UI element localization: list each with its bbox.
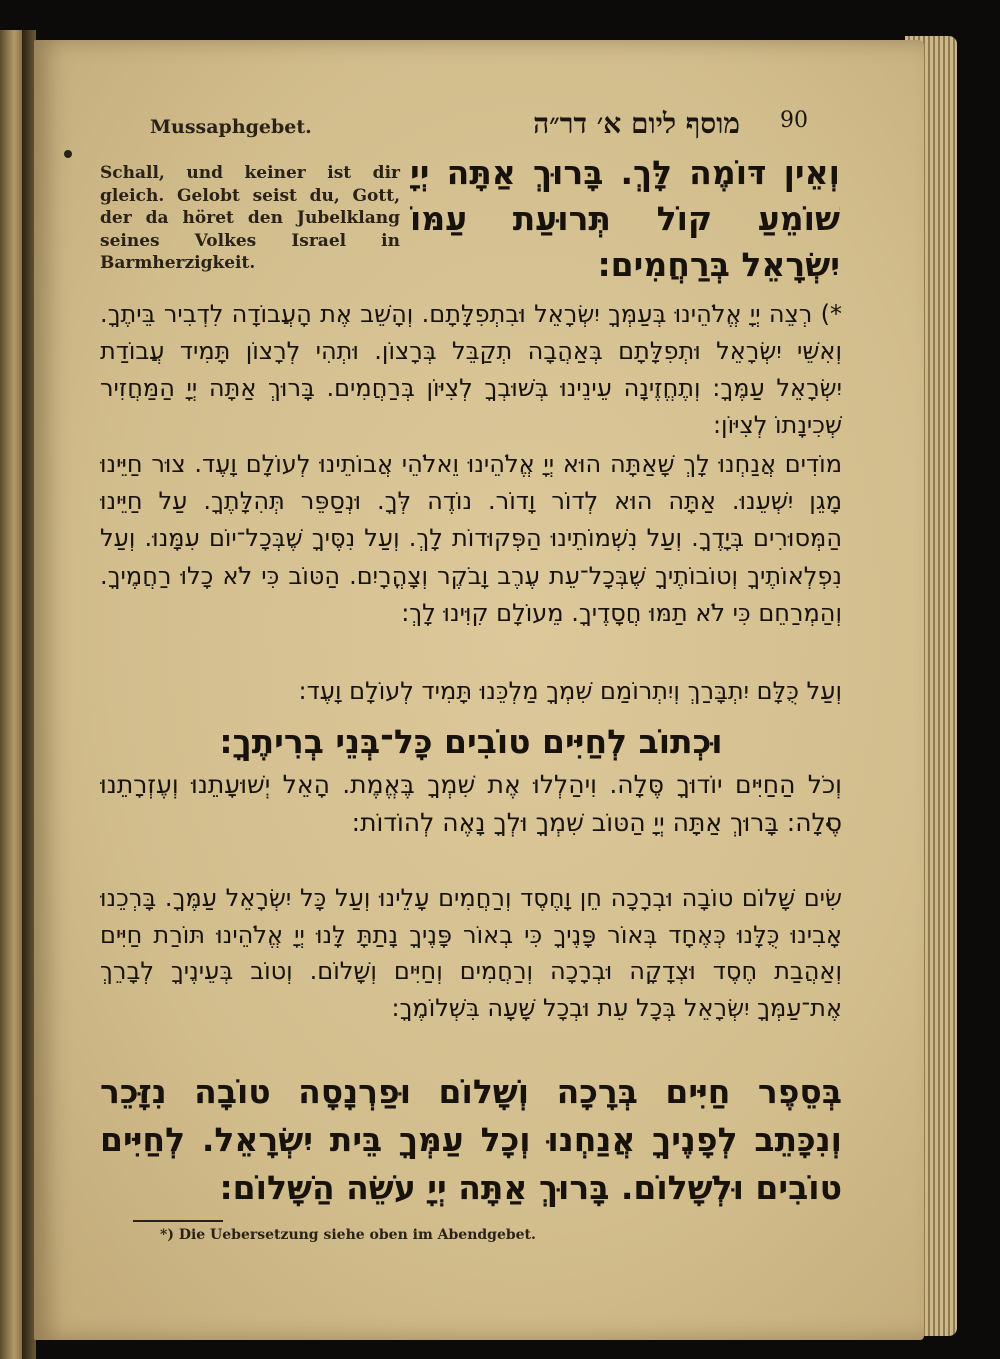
footnote: *) Die Uebersetzung siehe oben im Abendgebet. — [160, 1227, 536, 1243]
hebrew-veal-kulam-line: וְעַל כֻּלָּם יִתְבָּרַךְ וְיִתְרוֹמַם שִׁמְךָ מַלְכֵּנוּ תָּמִיד לְעוֹלָם וָעֶד: — [298, 677, 842, 705]
hebrew-uchtov-line: וּכְתוֹב לְחַיִּים טוֹבִים כָּל־בְּנֵי בְרִיתֶךָ: — [219, 722, 723, 761]
hebrew-top-blessing: וְאֵין דּוֹמֶה לָּךְ. בָּרוּךְ אַתָּה יְיָ שׁוֹמֵעַ קוֹל תְּרוּעַת עַמּוֹ יִשְׂרָאֵל בְּרַחֲמִים: — [410, 153, 840, 284]
german-translation: Schall, und keiner ist dir gleich. Gelobt seist du, Gott, der da höret den Jubelklang seines Volkes Israel in Barmherzigkeit. — [100, 163, 400, 273]
running-header-hebrew: מוסף ליום א׳ דר״ה — [533, 107, 740, 140]
ink-spot — [64, 150, 72, 158]
hebrew-modim-paragraph: מוֹדִים אֲנַחְנוּ לָךְ שָׁאַתָּה הוּא יְיָ אֱלֹהֵינוּ וֵאלֹהֵי אֲבוֹתֵינוּ לְעוֹלָם וָעֶד. צוּר חַיֵּינוּ מָגֵן יִשְׁעֵנוּ. אַתָּה הוּא לְדוֹר וָדוֹר. נוֹדֶה לְּךָ. וּנְסַפֵּר תְּהִלָּתֶךָ. עַל חַיֵּינוּ הַמְּסוּרִים בְּיָדֶךָ. וְעַל נִשְׁמוֹתֵינוּ הַפְּקוּדוֹת לָךְ. וְעַל נִסֶּיךָ שֶׁבְּכָל־יוֹם עִמָּנוּ. וְעַל נִפְלְאוֹתֶיךָ וְטוֹבוֹתֶיךָ שֶׁבְּכָל־עֵת עֶרֶב וָבֹקֶר וְצָהֳרָיִם. הַטּוֹב כִּי לֹא כָלוּ רַחֲמֶיךָ. וְהַמְרַחֵם כִּי לֹא תַמּוּ חֲסָדֶיךָ. מֵעוֹלָם קִוִּינוּ לָךְ: — [100, 450, 842, 627]
hebrew-besefer-paragraph: בְּסֵפֶר חַיִּים בְּרָכָה וְשָׁלוֹם וּפַרְנָסָה טוֹבָה נִזָּכֵר וְנִכָּתֵב לְפָנֶיךָ אֲנַחְנוּ וְכָל עַמְּךָ בֵּית יִשְׂרָאֵל. לְחַיִּים טוֹבִים וּלְשָׁלוֹם. בָּרוּךְ אַתָּה יְיָ עֹשֵׂה הַשָּׁלוֹם: — [100, 1072, 842, 1207]
running-header-german: Mussaphgebet. — [150, 116, 312, 138]
hebrew-sim-shalom-paragraph: שִׂים שָׁלוֹם טוֹבָה וּבְרָכָה חֵן וָחֶסֶד וְרַחֲמִים עָלֵינוּ וְעַל כָּל יִשְׂרָאֵל עַמֶּךָ. בָּרְכֵנוּ אָבִינוּ כֻּלָּנוּ כְּאֶחָד בְּאוֹר פָּנֶיךָ כִּי בְאוֹר פָּנֶיךָ נָתַתָּ לָּנוּ יְיָ אֱלֹהֵינוּ תּוֹרַת חַיִּים וְאַהֲבַת חֶסֶד וּצְדָקָה וּבְרָכָה וְרַחֲמִים וְחַיִּים וְשָׁלוֹם. וְטוֹב בְּעֵינֶיךָ לְבָרֵךְ אֶת־עַמְּךָ יִשְׂרָאֵל בְּכָל עֵת וּבְכָל שָׁעָה בִּשְׁלוֹמֶךָ: — [100, 884, 842, 1022]
hebrew-retzeh-paragraph: *) רְצֵה יְיָ אֱלֹהֵינוּ בְּעַמְּךָ יִשְׂרָאֵל וּבִתְפִלָּתָם. וְהָשֵׁב אֶת הָעֲבוֹדָה לִדְבִיר בֵּיתֶךָ. וְאִשֵּׁי יִשְׂרָאֵל וּתְפִלָּתָם בְּאַהֲבָה תְקַבֵּל בְּרָצוֹן. וּתְהִי לְרָצוֹן תָּמִיד עֲבוֹדַת יִשְׂרָאֵל עַמֶּךָ: וְתֶחֱזֶינָה עֵינֵינוּ בְּשׁוּבְךָ לְצִיּוֹן בְּרַחֲמִים. בָּרוּךְ אַתָּה יְיָ הַמַּחֲזִיר שְׁכִינָתוֹ לְצִיּוֹן: — [100, 300, 842, 439]
page-number: 90 — [780, 108, 808, 133]
hebrew-vechol-hachayim-paragraph: וְכֹל הַחַיִּים יוֹדוּךָ סֶּלָה. וִיהַלְלוּ אֶת שִׁמְךָ בֶּאֱמֶת. הָאֵל יְשׁוּעָתֵנוּ וְעֶזְרָתֵנוּ סֶלָה: בָּרוּךְ אַתָּה יְיָ הַטּוֹב שִׁמְךָ וּלְךָ נָאֶה לְהוֹדוֹת: — [100, 770, 842, 837]
